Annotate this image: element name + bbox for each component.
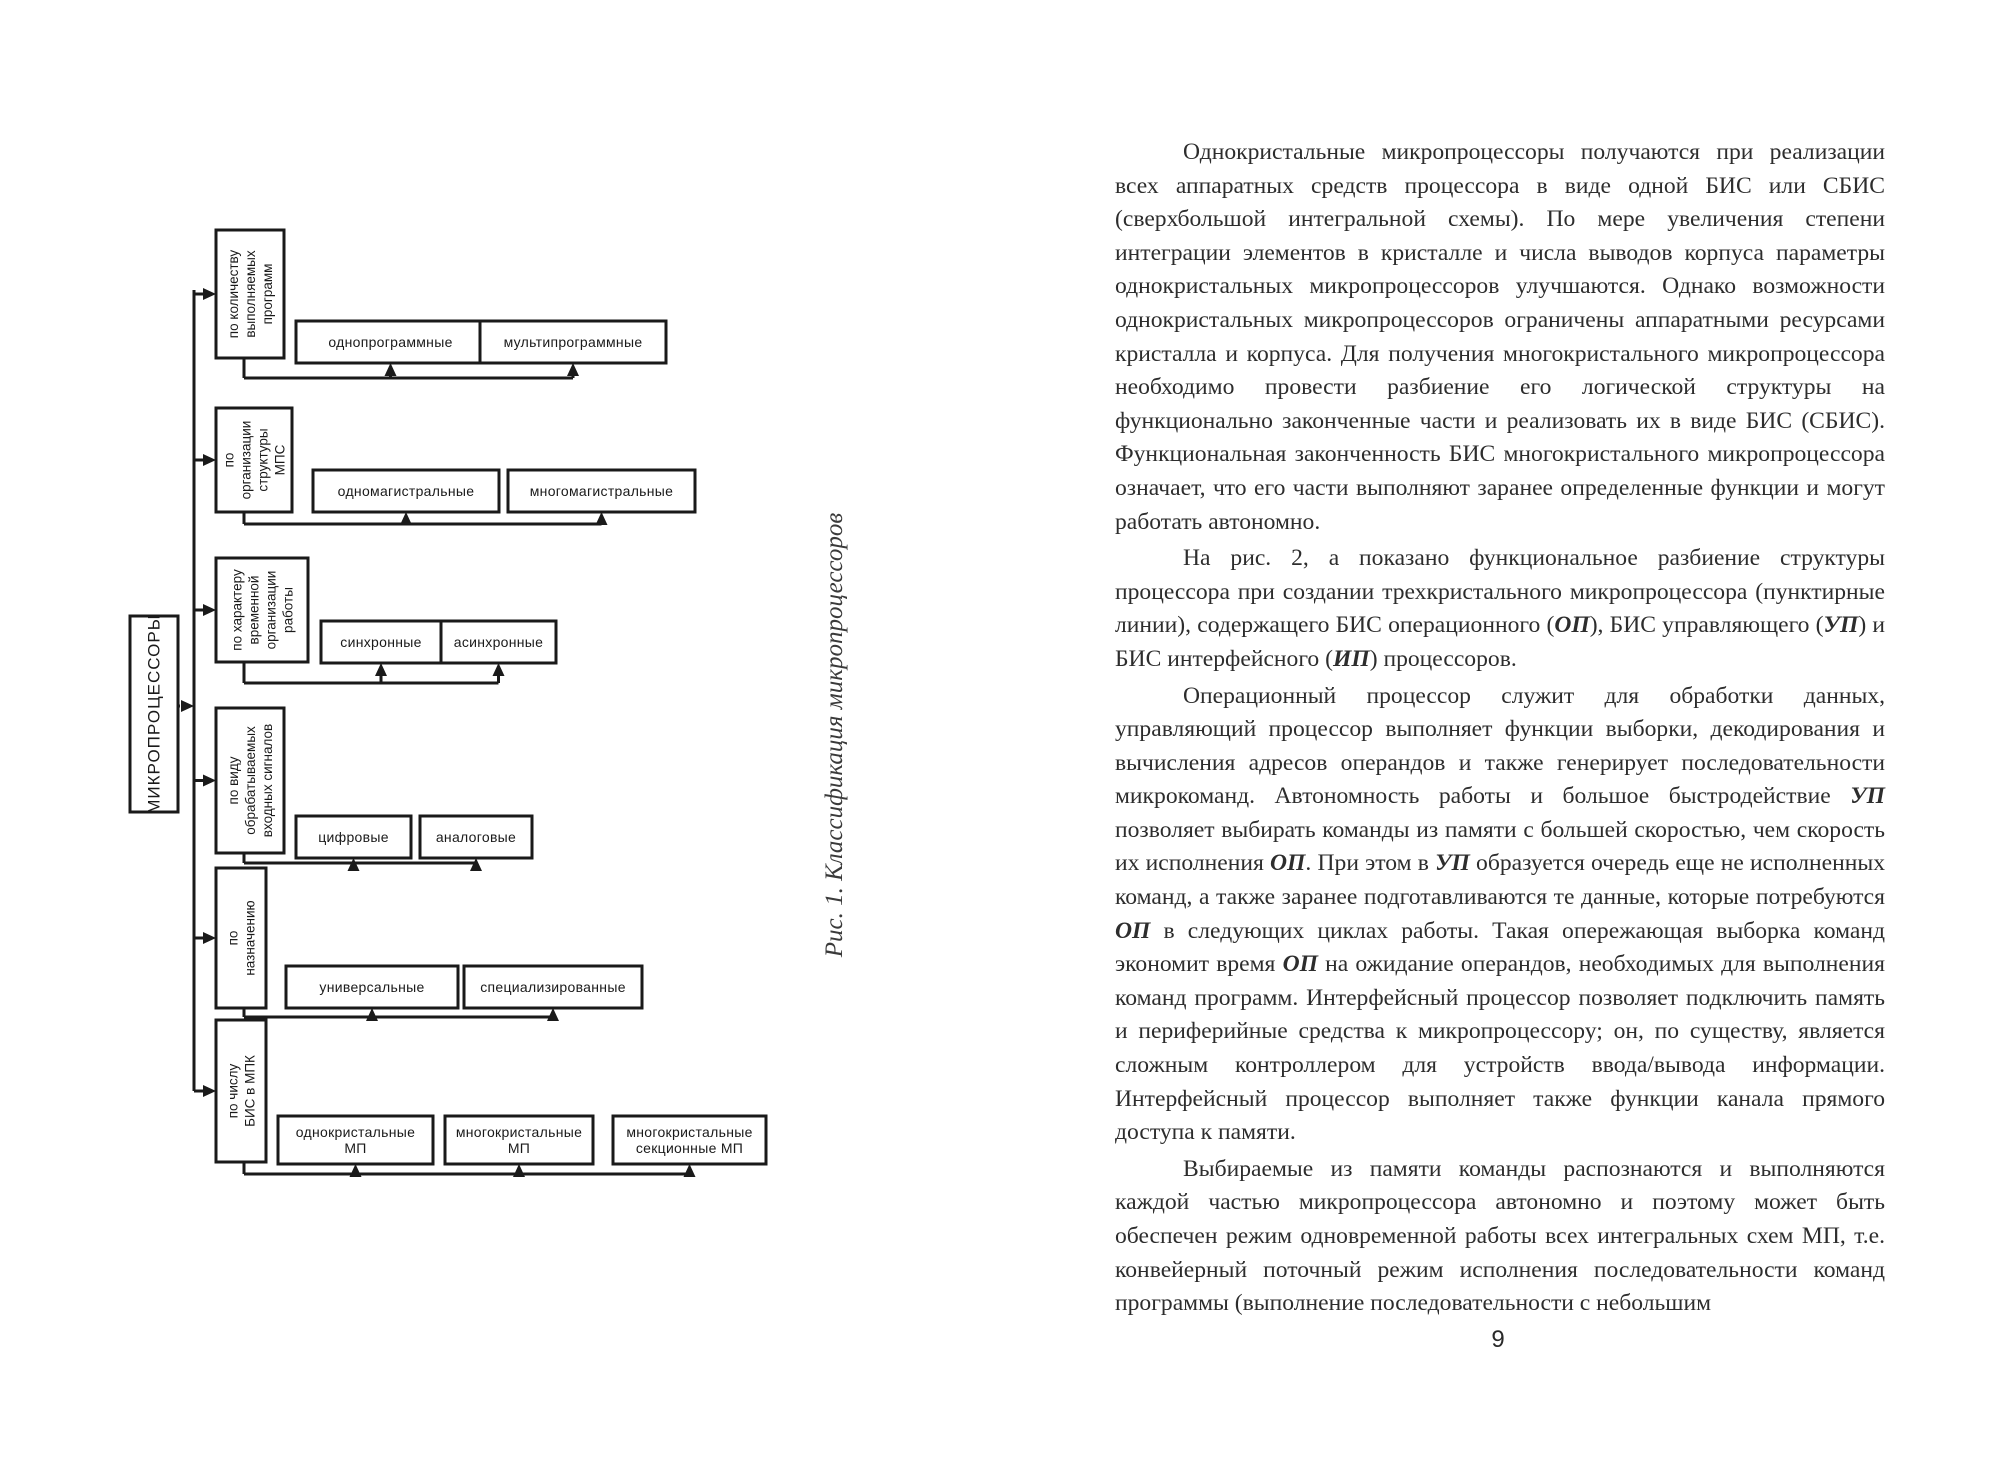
- category-label-line: входных сигналов: [260, 723, 275, 838]
- branch-arrow-head: [203, 454, 216, 466]
- text-run: На рис. 2, а показано функциональное разбиение структуры процессора при создании трехкристального микропроцессора (пунктирные линии), содержащего БИС операционного (: [1115, 545, 1885, 639]
- term-abbreviation: УП: [1823, 612, 1859, 639]
- category-label-line: по: [225, 930, 241, 946]
- term-abbreviation: ИП: [1332, 645, 1370, 672]
- subtype-label: [626, 1124, 752, 1156]
- term-abbreviation: ОП: [1115, 917, 1151, 944]
- category-group: [194, 408, 695, 525]
- subtype-label-line: одномагистральные: [337, 483, 475, 499]
- category-label-line: структуры: [255, 428, 271, 492]
- text-run: ) процессоров.: [1369, 645, 1517, 672]
- category-group: [194, 708, 532, 871]
- root-label: МИКРОПРОЦЕССОРЫ: [144, 614, 164, 814]
- category-group: [194, 1020, 766, 1177]
- subtype-label: [436, 829, 516, 845]
- subtype-label-line: многомагистральные: [529, 483, 674, 499]
- classification-diagram: [0, 0, 800, 1470]
- page-number: 9: [1491, 1326, 1505, 1353]
- subtype-label: [480, 979, 626, 995]
- category-label-line: по числу: [225, 1063, 241, 1119]
- category-label-line: обрабатываемых: [243, 726, 258, 835]
- subtype-label-line: асинхронные: [453, 634, 544, 650]
- category-label-line: МПС: [272, 444, 288, 476]
- paragraph: [1115, 542, 1885, 676]
- subtype-label-line: однопрограммные: [328, 334, 453, 350]
- paragraph: [1115, 680, 1885, 1150]
- subtype-arrow-head: [493, 663, 505, 676]
- category-label-line: БИС в МПК: [242, 1055, 258, 1127]
- subtype-label-line: специализированные: [480, 979, 626, 995]
- category-label-line: по: [221, 452, 237, 468]
- subtype-label: [454, 634, 544, 650]
- subtype-label: [318, 829, 389, 845]
- term-abbreviation: УП: [1850, 783, 1885, 810]
- text-run: . При этом в: [1305, 850, 1436, 877]
- root-node: [130, 614, 178, 814]
- text-run: ) и БИС интерфейсного (: [1115, 612, 1885, 672]
- branch-arrow-head: [203, 1085, 216, 1097]
- category-group: [194, 868, 642, 1021]
- text-run: ), БИС управляющего (: [1589, 612, 1824, 639]
- subtype-arrow-head: [684, 1164, 696, 1177]
- paragraph: [1115, 1153, 1885, 1321]
- category-group: [194, 230, 666, 378]
- subtype-label-line: универсальные: [319, 979, 425, 995]
- category-label-line: назначению: [242, 900, 258, 976]
- subtype-label-line: МП: [507, 1140, 531, 1156]
- category-group: [194, 558, 556, 683]
- root-arrow-head: [181, 700, 194, 712]
- branch-arrow-head: [203, 775, 216, 787]
- subtype-arrow-head: [547, 1008, 559, 1021]
- subtype-arrow-head: [567, 363, 579, 376]
- subtype-label: [530, 483, 674, 499]
- category-box: [216, 1020, 266, 1162]
- branch-arrow-head: [203, 932, 216, 944]
- text-run: Операционный процессор служит для обработки данных, управляющий процессор выполняет функции выборки, декодирования и вычисления адресов операндов и также генерирует последовательности микрокоманд. Автономность работы и большое быстродействие: [1115, 682, 1885, 810]
- subtype-arrow-head: [385, 363, 397, 376]
- branch-arrow-head: [203, 604, 216, 616]
- subtype-label: [338, 483, 475, 499]
- subtype-arrow-head: [375, 663, 387, 676]
- text-run: на ожидание операндов, необходимых для выполнения команд программ. Интерфейсный процессор позволяет подключить память и периферийные средства к микропроцессору; он, по существу, является сложным контроллером для устройств ввода/вывода информации. Интерфейсный процессор выполняет также функции канала прямого доступа к памяти.: [1115, 951, 1885, 1146]
- subtype-label-line: МП: [344, 1140, 367, 1156]
- subtype-label: [340, 634, 421, 650]
- text-run: позволяет выбирать команды из памяти с большей скоростью, чем скорость их исполнения: [1115, 816, 1885, 877]
- subtype-arrow-head: [513, 1164, 525, 1177]
- figure-caption: Рис. 1. Классификация микропроцессоров: [821, 512, 848, 958]
- term-abbreviation: ОП: [1554, 612, 1590, 639]
- subtype-label: [319, 979, 424, 995]
- term-abbreviation: ОП: [1282, 951, 1318, 978]
- text-run: образуется очередь еще не исполненных команд, а также заранее подготавливаются те данные, которые потребуются: [1115, 850, 1886, 911]
- text-run: в следующих циклах работы. Такая опережающая выборка команд экономит время: [1115, 917, 1885, 978]
- category-label-line: организации: [263, 570, 279, 650]
- subtype-label-line: секционные МП: [635, 1140, 744, 1156]
- branch-arrow-head: [203, 288, 216, 300]
- category-label-line: программ: [260, 263, 275, 325]
- subtype-label-line: мультипрограммные: [503, 334, 643, 350]
- subtype-arrow-head: [596, 512, 608, 525]
- subtype-arrow-head: [350, 1164, 362, 1177]
- term-abbreviation: ОП: [1270, 850, 1306, 877]
- category-label-line: работы: [280, 587, 296, 633]
- body-text: [1115, 136, 1885, 1324]
- category-label-line: по количеству: [226, 249, 241, 339]
- subtype-label-line: цифровые: [318, 829, 389, 845]
- text-run: Однокристальные микропроцессоры получаются при реализации всех аппаратных средств процессора в виде одной БИС или СБИС (сверхбольшой интегральной схемы). По мере увеличения степени интеграции элементов в кристалле и числа выводов корпуса параметры однокристальных микропроцессоров улучшаются. Однако возможности однокристальных микропроцессоров ограничены аппаратными ресурсами кристалла и корпуса. Для получения многокристального микропроцессора необходимо провести разбиение его логической структуры на функционально законченные части и реализовать их в виде БИС (СБИС). Функциональная законченность БИС многокристального микропроцессора означает, что его части выполняют заранее определенные функции и могут работать автономно.: [1115, 139, 1885, 535]
- subtype-arrow-head: [366, 1008, 378, 1021]
- category-label-line: выполняемых: [243, 250, 258, 338]
- category-box: [216, 868, 266, 1008]
- text-run: Выбираемые из памяти команды распознаются и выполняются каждой частью микропроцессора автономно и поэтому может быть обеспечен режим одновременной работы всех интегральных схем МП, т.е. конвейерный поточный режим исполнения последовательности команд программы (выполнение последовательности с небольшим: [1115, 1155, 1885, 1317]
- category-label-line: временной: [246, 575, 262, 645]
- category-label-line: по характеру: [229, 569, 245, 651]
- subtype-label-line: синхронные: [340, 634, 422, 650]
- subtype-label-line: аналоговые: [435, 829, 517, 845]
- subtype-arrow-head: [400, 512, 412, 525]
- paragraph: [1115, 136, 1885, 539]
- category-label-line: по виду: [226, 756, 241, 805]
- subtype-label: [504, 334, 643, 350]
- subtype-label-line: многокристальные: [626, 1124, 753, 1140]
- subtype-label: [328, 334, 452, 350]
- subtype-label-line: многокристальные: [455, 1124, 583, 1140]
- subtype-label-line: однокристальные: [295, 1124, 416, 1140]
- category-label-line: организации: [238, 420, 254, 500]
- term-abbreviation: УП: [1435, 850, 1470, 877]
